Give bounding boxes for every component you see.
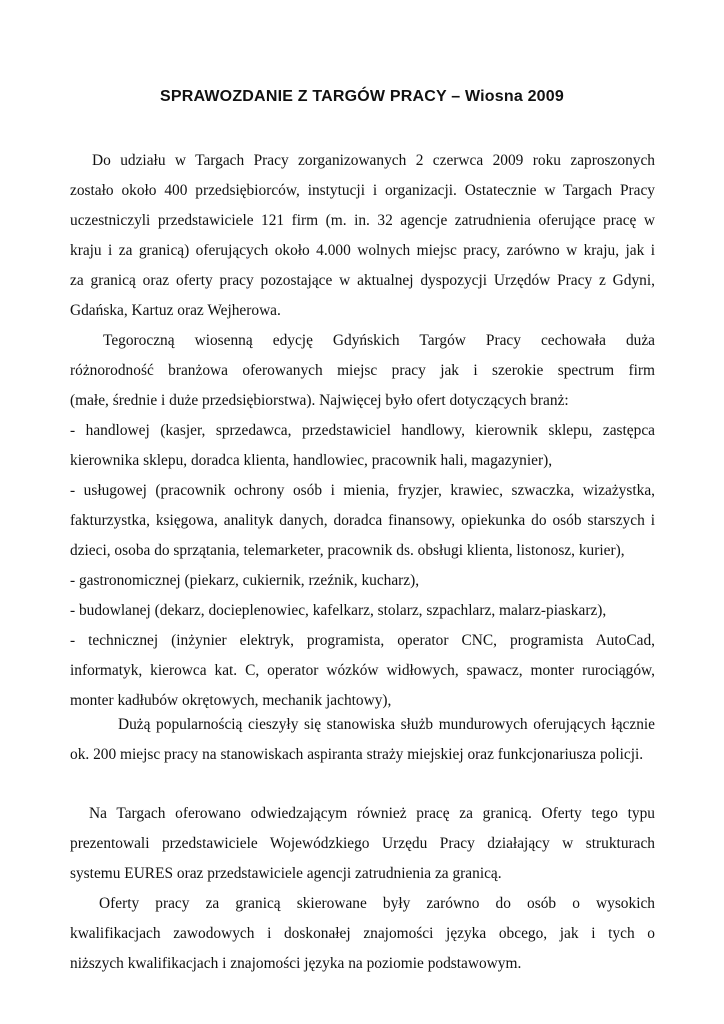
document-title: SPRAWOZDANIE Z TARGÓW PRACY – Wiosna 2009 — [160, 88, 564, 105]
list-item-services-line-3: dzieci, osoba do sprzątania, telemarketer, pracownik ds. obsługi klienta, listonosz, kurier), — [70, 542, 625, 559]
paragraph-4-line-2: prezentowali przedstawiciele Wojewódzkiego Urzędu Pracy działający w strukturach — [70, 835, 655, 852]
list-item-technical-line-1: - technicznej (inżynier elektryk, programista, operator CNC, programista AutoCad, — [70, 632, 655, 649]
paragraph-2-line-2: różnorodność branżowa oferowanych miejsc pracy jak i szerokie spectrum firm — [70, 362, 655, 379]
list-item-trade-line-1: - handlowej (kasjer, sprzedawca, przedstawiciel handlowy, kierownik sklepu, zastępca — [70, 422, 655, 439]
paragraph-1-line-6: Gdańska, Kartuz oraz Wejherowa. — [70, 302, 281, 319]
paragraph-1-line-4: kraju i za granicą) oferujących około 4.000 wolnych miejsc pracy, zarówno w kraju, jak i — [70, 242, 655, 259]
paragraph-4-line-3: systemu EURES oraz przedstawiciele agencji zatrudnienia za granicą. — [70, 865, 502, 882]
paragraph-4-line-1: Na Targach oferowano odwiedzającym również pracę za granicą. Oferty tego typu — [89, 805, 655, 822]
list-item-technical-line-2: informatyk, kierowca kat. C, operator wózków widłowych, spawacz, monter rurociągów, — [70, 662, 655, 679]
list-item-trade-line-2: kierownika sklepu, doradca klienta, handlowiec, pracownik hali, magazynier), — [70, 452, 553, 469]
list-item-gastronomy: - gastronomicznej (piekarz, cukiernik, rzeźnik, kucharz), — [70, 572, 420, 589]
paragraph-5-line-2: kwalifikacjach zawodowych i doskonałej znajomości języka obcego, jak i tych o — [70, 925, 655, 942]
paragraph-1-line-2: zostało około 400 przedsiębiorców, instytucji i organizacji. Ostatecznie w Targach Pracy — [70, 182, 655, 199]
paragraph-1-line-3: uczestniczyli przedstawiciele 121 firm (m. in. 32 agencje zatrudnienia oferujące pracę w — [70, 212, 655, 229]
paragraph-1-line-1: Do udziału w Targach Pracy zorganizowanych 2 czerwca 2009 roku zaproszonych — [92, 152, 655, 169]
list-item-services-line-1: - usługowej (pracownik ochrony osób i mienia, fryzjer, krawiec, szwaczka, wizażystka, — [70, 482, 655, 499]
paragraph-3-line-1: Dużą popularnością cieszyły się stanowiska służb mundurowych oferujących łącznie — [118, 716, 655, 733]
paragraph-5-line-1: Oferty pracy za granicą skierowane były zarówno do osób o wysokich — [99, 895, 655, 912]
list-item-technical-line-3: monter kadłubów okrętowych, mechanik jachtowy), — [70, 692, 392, 709]
paragraph-2-line-1: Tegoroczną wiosenną edycję Gdyńskich Targów Pracy cechowała duża — [103, 332, 655, 349]
list-item-construction: - budowlanej (dekarz, docieplenowiec, kafelkarz, stolarz, szpachlarz, malarz-piaskarz), — [70, 602, 607, 619]
paragraph-5-line-3: niższych kwalifikacjach i znajomości języka na poziomie podstawowym. — [70, 955, 522, 972]
paragraph-3-line-2: ok. 200 miejsc pracy na stanowiskach aspiranta straży miejskiej oraz funkcjonariusza policji. — [70, 746, 644, 763]
paragraph-2-line-3: (małe, średnie i duże przedsiębiorstwa). Najwięcej było ofert dotyczących branż: — [70, 392, 569, 409]
paragraph-1-line-5: za granicą oraz oferty pracy pozostające w aktualnej dyspozycji Urzędów Pracy z Gdyni, — [70, 272, 655, 289]
list-item-services-line-2: fakturzystka, księgowa, analityk danych, doradca finansowy, opiekunka do osób starszych i — [70, 512, 655, 529]
